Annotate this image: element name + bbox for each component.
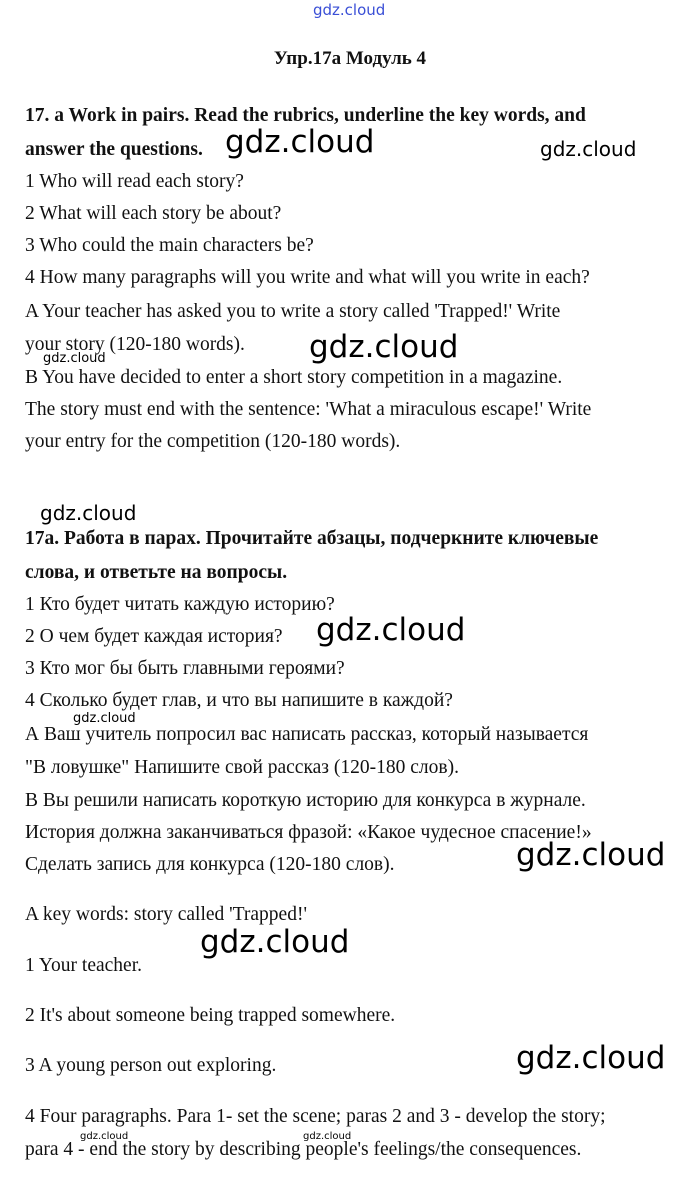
watermark: gdz.cloud	[40, 501, 137, 525]
question-1-en: 1 Who will read each story?	[25, 171, 244, 192]
watermark: gdz.cloud	[80, 1131, 129, 1142]
answer-2: 2 It's about someone being trapped somewhere.	[25, 1005, 396, 1026]
watermark: gdz.cloud	[316, 612, 466, 648]
rubric-b-en-cont2: your entry for the competition (120-180 words).	[25, 431, 401, 452]
task-heading-ru: 17а. Работа в парах. Прочитайте абзацы, подчеркните ключевые	[25, 528, 599, 549]
rubric-b-ru-cont2: Сделать запись для конкурса (120-180 слов).	[25, 854, 395, 875]
answer-3: 3 A young person out exploring.	[25, 1055, 277, 1076]
rubric-b-ru-cont: История должна заканчиваться фразой: «Какое чудесное спасение!»	[25, 822, 592, 843]
question-3-en: 3 Who could the main characters be?	[25, 235, 314, 256]
question-1-ru: 1 Кто будет читать каждую историю?	[25, 594, 335, 615]
rubric-a-en-cont: your story (120-180 words).	[25, 334, 245, 355]
watermark: gdz.cloud	[313, 1, 386, 19]
watermark: gdz.cloud	[309, 329, 459, 365]
task-heading-en: 17. a Work in pairs. Read the rubrics, underline the key words, and	[25, 105, 586, 126]
question-4-en: 4 How many paragraphs will you write and what will you write in each?	[25, 267, 590, 288]
rubric-a-ru: А Ваш учитель попросил вас написать рассказ, который называется	[25, 724, 589, 745]
watermark: gdz.cloud	[516, 1040, 666, 1076]
answer-4-cont: para 4 - end the story by describing people's feelings/the consequences.	[25, 1139, 582, 1160]
watermark: gdz.cloud	[540, 137, 637, 161]
question-4-ru: 4 Сколько будет глав, и что вы напишите в каждой?	[25, 690, 453, 711]
rubric-b-en-cont: The story must end with the sentence: 'What a miraculous escape!' Write	[25, 399, 592, 420]
task-heading-en-cont: answer the questions.	[25, 139, 203, 160]
rubric-a-ru-cont: "В ловушке" Напишите свой рассказ (120-180 слов).	[25, 757, 459, 778]
watermark: gdz.cloud	[516, 837, 666, 873]
question-2-ru: 2 О чем будет каждая история?	[25, 626, 283, 647]
watermark: gdz.cloud	[303, 1131, 352, 1142]
watermark: gdz.cloud	[43, 351, 106, 366]
answer-1: 1 Your teacher.	[25, 955, 142, 976]
page-title: Упр.17а Модуль 4	[273, 48, 427, 69]
watermark: gdz.cloud	[200, 924, 350, 960]
rubric-b-ru: В Вы решили написать короткую историю для конкурса в журнале.	[25, 790, 586, 811]
answer-4: 4 Four paragraphs. Para 1- set the scene; paras 2 and 3 - develop the story;	[25, 1106, 606, 1127]
watermark: gdz.cloud	[73, 711, 136, 726]
answer-keywords: A key words: story called 'Trapped!'	[25, 904, 307, 925]
watermark: gdz.cloud	[225, 124, 375, 160]
question-3-ru: 3 Кто мог бы быть главными героями?	[25, 658, 345, 679]
task-heading-ru-cont: слова, и ответьте на вопросы.	[25, 562, 288, 583]
question-2-en: 2 What will each story be about?	[25, 203, 282, 224]
rubric-b-en: B You have decided to enter a short story competition in a magazine.	[25, 367, 563, 388]
rubric-a-en: A Your teacher has asked you to write a story called 'Trapped!' Write	[25, 301, 561, 322]
